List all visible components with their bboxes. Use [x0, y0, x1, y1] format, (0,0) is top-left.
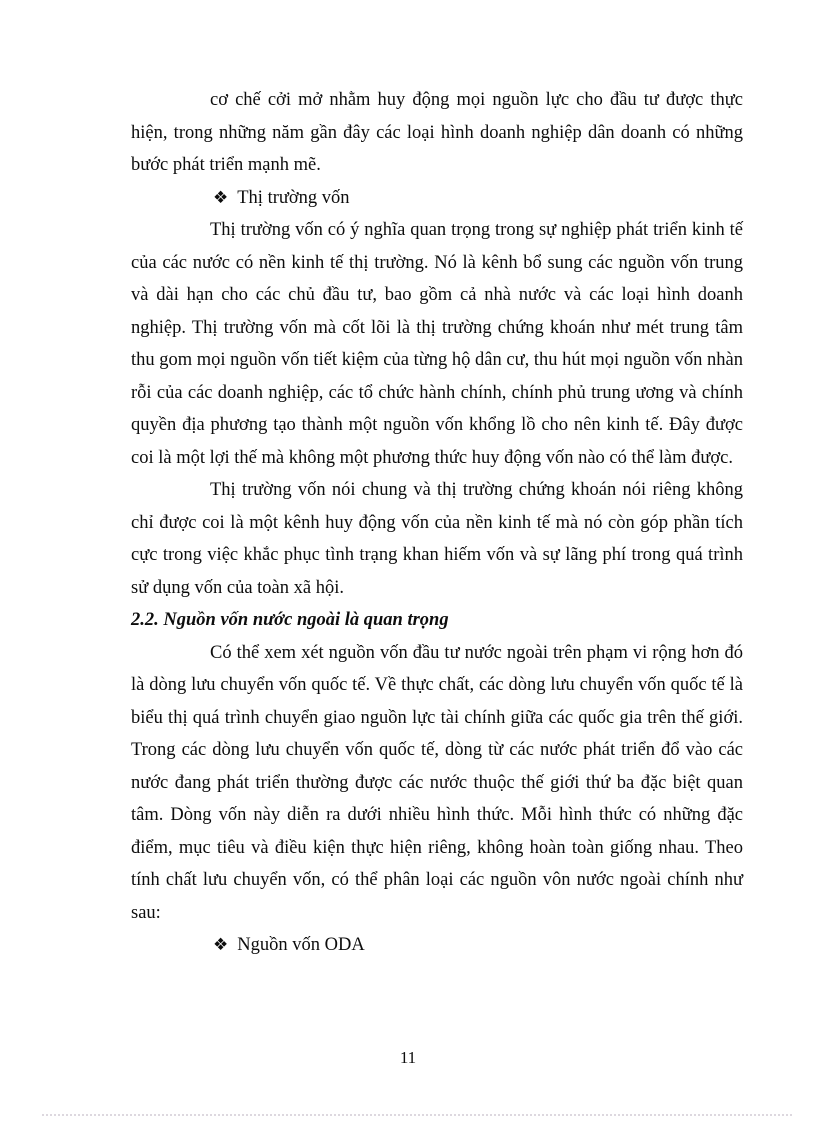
- paragraph-capital-market-role: Thị trường vốn có ý nghĩa quan trọng trong sự nghiệp phát triển kinh tế của các nước có nền kinh tế thị trường. Nó là kênh bổ sung các nguồn vốn trung và dài hạn cho các chủ đầu tư, bao gồm cả nhà nước và các loại hình doanh nghiệp. Thị trường vốn mà cốt lõi là thị trường chứng khoán như mét trung tâm thu gom mọi nguồn vốn tiết kiệm của từng hộ dân cư, thu hút mọi nguồn vốn nhàn rỗi của các doanh nghiệp, các tổ chức hành chính, chính phủ trung ương và chính quyền địa phương tạo thành một nguồn vốn khổng lồ cho nên kinh tế. Đây được coi là một lợi thế mà không một phương thức huy động vốn nào có thể làm được.: [131, 220, 743, 468]
- bullet-label: Nguồn vốn ODA: [237, 935, 365, 955]
- diamond-bullet-icon: ❖: [213, 187, 229, 208]
- diamond-bullet-icon: ❖: [213, 935, 229, 955]
- section-heading-2-2: 2.2. Nguồn vốn nước ngoài là quan trọng: [131, 610, 449, 630]
- bullet-item-thi-truong-von: [131, 182, 743, 215]
- paragraph-foreign-capital-flows: Có thể xem xét nguồn vốn đầu tư nước ngoài trên phạm vi rộng hơn đó là dòng lưu chuyển vốn quốc tế. Về thực chất, các dòng lưu chuyển vốn quốc tế là biểu thị quá trình chuyển giao nguồn lực tài chính giữa các quốc gia trên thế giới. Trong các dòng lưu chuyển vốn quốc tế, dòng từ các nước phát triển đổ vào các nước đang phát triển thường được các nước thuộc thế giới thứ ba đặc biệt quan tâm. Dòng vốn này diễn ra dưới nhiều hình thức. Mỗi hình thức có những đặc điểm, mục tiêu và điều kiện thực hiện riêng, không hoàn toàn giống nhau. Theo tính chất lưu chuyển vốn, có thể phân loại các nguồn vôn nước ngoài chính như sau:: [131, 642, 743, 923]
- paragraph-stock-market: Thị trường vốn nói chung và thị trường chứng khoán nói riêng không chỉ được coi là một kênh huy động vốn của nền kinh tế mà nó còn góp phần tích cực trong việc khắc phục tình trạng khan hiếm vốn và sự lãng phí trong quá trình sử dụng vốn của toàn xã hội.: [131, 480, 743, 598]
- paragraph-capital-mechanism: cơ chế cởi mở nhằm huy động mọi nguồn lực cho đầu tư được thực hiện, trong những năm gần đây các loại hình doanh nghiệp dân doanh có những bước phát triển mạnh mẽ.: [131, 90, 743, 175]
- bullet-item-nguon-von-oda: [131, 929, 743, 962]
- document-body: [131, 84, 743, 962]
- page-number: 11: [399, 1048, 417, 1067]
- scan-edge-dotted-line: [42, 1114, 792, 1116]
- bullet-label: Thị trường vốn: [237, 187, 350, 208]
